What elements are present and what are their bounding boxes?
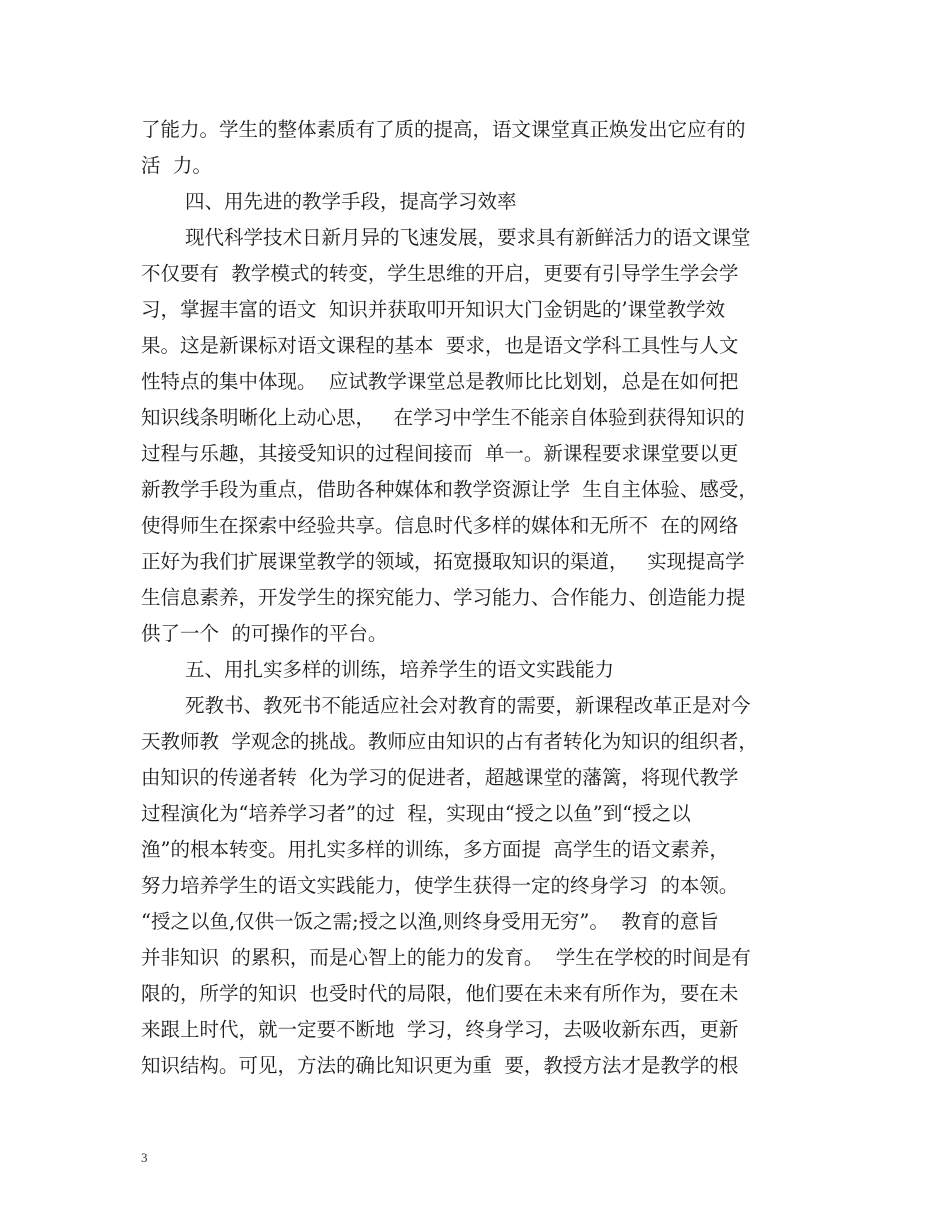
body-text [141,112,831,1084]
text-line: 渔”的根本转变。用扎实多样的训练，多方面提 高学生的语文素养， [141,838,729,861]
section-heading: 五、用扎实多样的训练，培养学生的语文实践能力 [185,658,615,681]
text-line: 知识线条明晰化上动心思， 在学习中学生不能亲自体验到获得知识的 [141,406,745,429]
text-line: 限的，所学的知识 也受时代的局限，他们要在未来有所作为，要在未 [141,982,739,1005]
paragraph-first-line: 现代科学技术日新月异的飞速发展，要求具有新鲜活力的语文课堂 [185,226,751,249]
text-line: “授之以鱼,仅供一饭之需;授之以渔,则终身受用无穷”。 教育的意旨 [141,910,719,933]
text-line: 了能力。学生的整体素质有了质的提高，语文课堂真正焕发出它应有的 [141,118,746,141]
text-line: 正好为我们扩展课堂教学的领域，拓宽摄取知识的渠道， 实现提高学 [141,550,745,573]
text-line: 习，掌握丰富的语文 知识并获取叩开知识大门金钥匙的’课堂教学效 [141,298,726,321]
text-line: 使得师生在探索中经验共享。信息时代多样的媒体和无所不 在的网络 [141,514,739,537]
text-line: 知识结构。可见，方法的确比知识更为重 要，教授方法才是教学的根 [141,1054,739,1077]
text-line: 果。这是新课标对语文课程的基本 要求，也是语文学科工具性与人文 [141,334,739,357]
text-line: 天教师教 学观念的挑战。教师应由知识的占有者转化为知识的组织者， [141,730,758,753]
text-line: 不仅要有 教学模式的转变，学生思维的开启，更要有引导学生学会学 [141,262,739,285]
text-line: 供了一个 的可操作的平台。 [141,622,388,645]
text-line: 并非知识 的累积，而是心智上的能力的发育。 学生在学校的时间是有 [141,946,751,969]
text-line: 由知识的传递者转 化为学习的促进者，超越课堂的藩篱，将现代教学 [141,766,739,789]
page-number: 3 [141,1150,148,1165]
text-line: 活 力。 [141,154,212,177]
text-line: 过程演化为“培养学习者”的过 程，实现由“授之以鱼”到“授之以 [141,802,691,825]
text-line: 过程与乐趣，其接受知识的过程间接而 单一。新课程要求课堂要以更 [141,442,739,465]
text-line: 性特点的集中体现。 应试教学课堂总是教师比比划划，总是在如何把 [141,370,739,393]
text-line: 来跟上时代，就一定要不断地 学习，终身学习，去吸收新东西，更新 [141,1018,739,1041]
text-line: 生信息素养，开发学生的探究能力、学习能力、合作能力、创造能力提 [141,586,746,609]
text-line: 努力培养学生的语文实践能力，使学生获得一定的终身学习 的本领。 [141,874,739,897]
paragraph-first-line: 死教书、教死书不能适应社会对教育的需要，新课程改革正是对今 [185,694,751,717]
section-heading: 四、用先进的教学手段，提高学习效率 [185,190,517,213]
text-line: 新教学手段为重点，借助各种媒体和教学资源让学 生自主体验、感受， [141,478,758,501]
